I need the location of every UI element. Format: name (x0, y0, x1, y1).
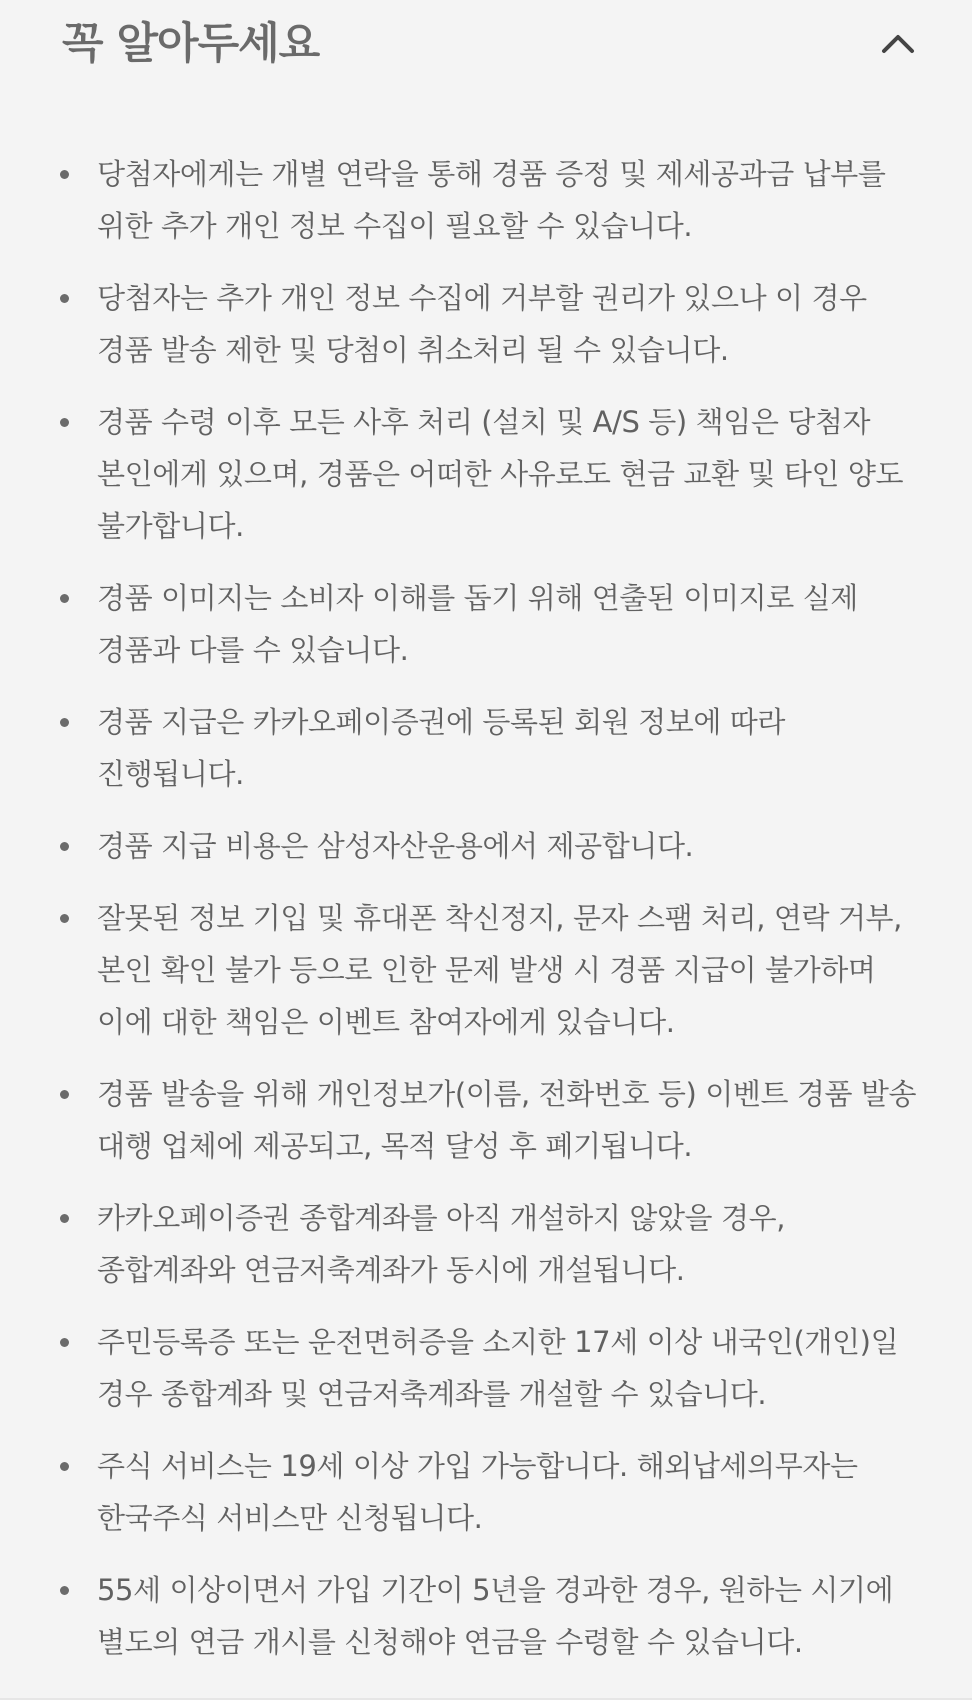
notice-item (60, 272, 920, 376)
bullet-dot-icon (60, 842, 69, 851)
notice-text: 경품 수령 이후 모든 사후 처리 (설치 및 A/S 등) 책임은 당첨자 본인에게 있으며, 경품은 어떠한 사유로도 현금 교환 및 타인 양도 불가합니다. (97, 405, 904, 543)
notice-text: 잘못된 정보 기입 및 휴대폰 착신정지, 문자 스팸 처리, 연락 거부, 본인 확인 불가 등으로 인한 문제 발생 시 경품 지급이 불가하며 이에 대한 책임은 이벤트 참여자에게 있습니다. (97, 901, 902, 1039)
notice-text: 카카오페이증권 종합계좌를 아직 개설하지 않았을 경우, 종합계좌와 연금저축계좌가 동시에 개설됩니다. (97, 1201, 786, 1287)
notice-text: 55세 이상이면서 가입 기간이 5년을 경과한 경우, 원하는 시기에 별도의 연금 개시를 신청해야 연금을 수령할 수 있습니다. (97, 1573, 894, 1659)
page-title: 꼭 알아두세요 (62, 19, 320, 69)
notice-item (60, 148, 920, 252)
bullet-dot-icon (60, 1338, 69, 1347)
notice-text: 경품 지급 비용은 삼성자산운용에서 제공합니다. (97, 829, 694, 863)
bullet-dot-icon (60, 718, 69, 727)
notice-header (62, 12, 924, 76)
bullet-dot-icon (60, 594, 69, 603)
notice-item (60, 696, 920, 800)
notice-item (60, 892, 920, 1048)
bullet-dot-icon (60, 418, 69, 427)
notice-text: 경품 발송을 위해 개인정보가(이름, 전화번호 등) 이벤트 경품 발송 대행 업체에 제공되고, 목적 달성 후 폐기됩니다. (97, 1077, 917, 1163)
notice-text: 경품 지급은 카카오페이증권에 등록된 회원 정보에 따라 진행됩니다. (97, 705, 786, 791)
notice-item (60, 820, 920, 872)
notice-item (60, 1068, 920, 1172)
bullet-dot-icon (60, 294, 69, 303)
bullet-dot-icon (60, 1462, 69, 1471)
notice-text: 주식 서비스는 19세 이상 가입 가능합니다. 해외납세의무자는 한국주식 서비스만 신청됩니다. (97, 1449, 858, 1535)
bullet-dot-icon (60, 1214, 69, 1223)
notice-text: 당첨자는 추가 개인 정보 수집에 거부할 권리가 있으나 이 경우 경품 발송 제한 및 당첨이 취소처리 될 수 있습니다. (97, 281, 867, 367)
notice-item (60, 572, 920, 676)
notice-item (60, 1192, 920, 1296)
notice-list (60, 148, 920, 1688)
notice-item (60, 1564, 920, 1668)
notice-item (60, 1440, 920, 1544)
notice-text: 당첨자에게는 개별 연락을 통해 경품 증정 및 제세공과금 납부를 위한 추가 개인 정보 수집이 필요할 수 있습니다. (97, 157, 886, 243)
notice-text: 주민등록증 또는 운전면허증을 소지한 17세 이상 내국인(개인)일 경우 종합계좌 및 연금저축계좌를 개설할 수 있습니다. (97, 1325, 899, 1411)
chevron-up-icon (872, 18, 924, 70)
notice-item (60, 396, 920, 552)
bullet-dot-icon (60, 914, 69, 923)
notice-text: 경품 이미지는 소비자 이해를 돕기 위해 연출된 이미지로 실제 경품과 다를 수 있습니다. (97, 581, 858, 667)
bullet-dot-icon (60, 170, 69, 179)
collapse-toggle-button[interactable] (872, 18, 924, 70)
bullet-dot-icon (60, 1090, 69, 1099)
notice-item (60, 1316, 920, 1420)
bullet-dot-icon (60, 1586, 69, 1595)
